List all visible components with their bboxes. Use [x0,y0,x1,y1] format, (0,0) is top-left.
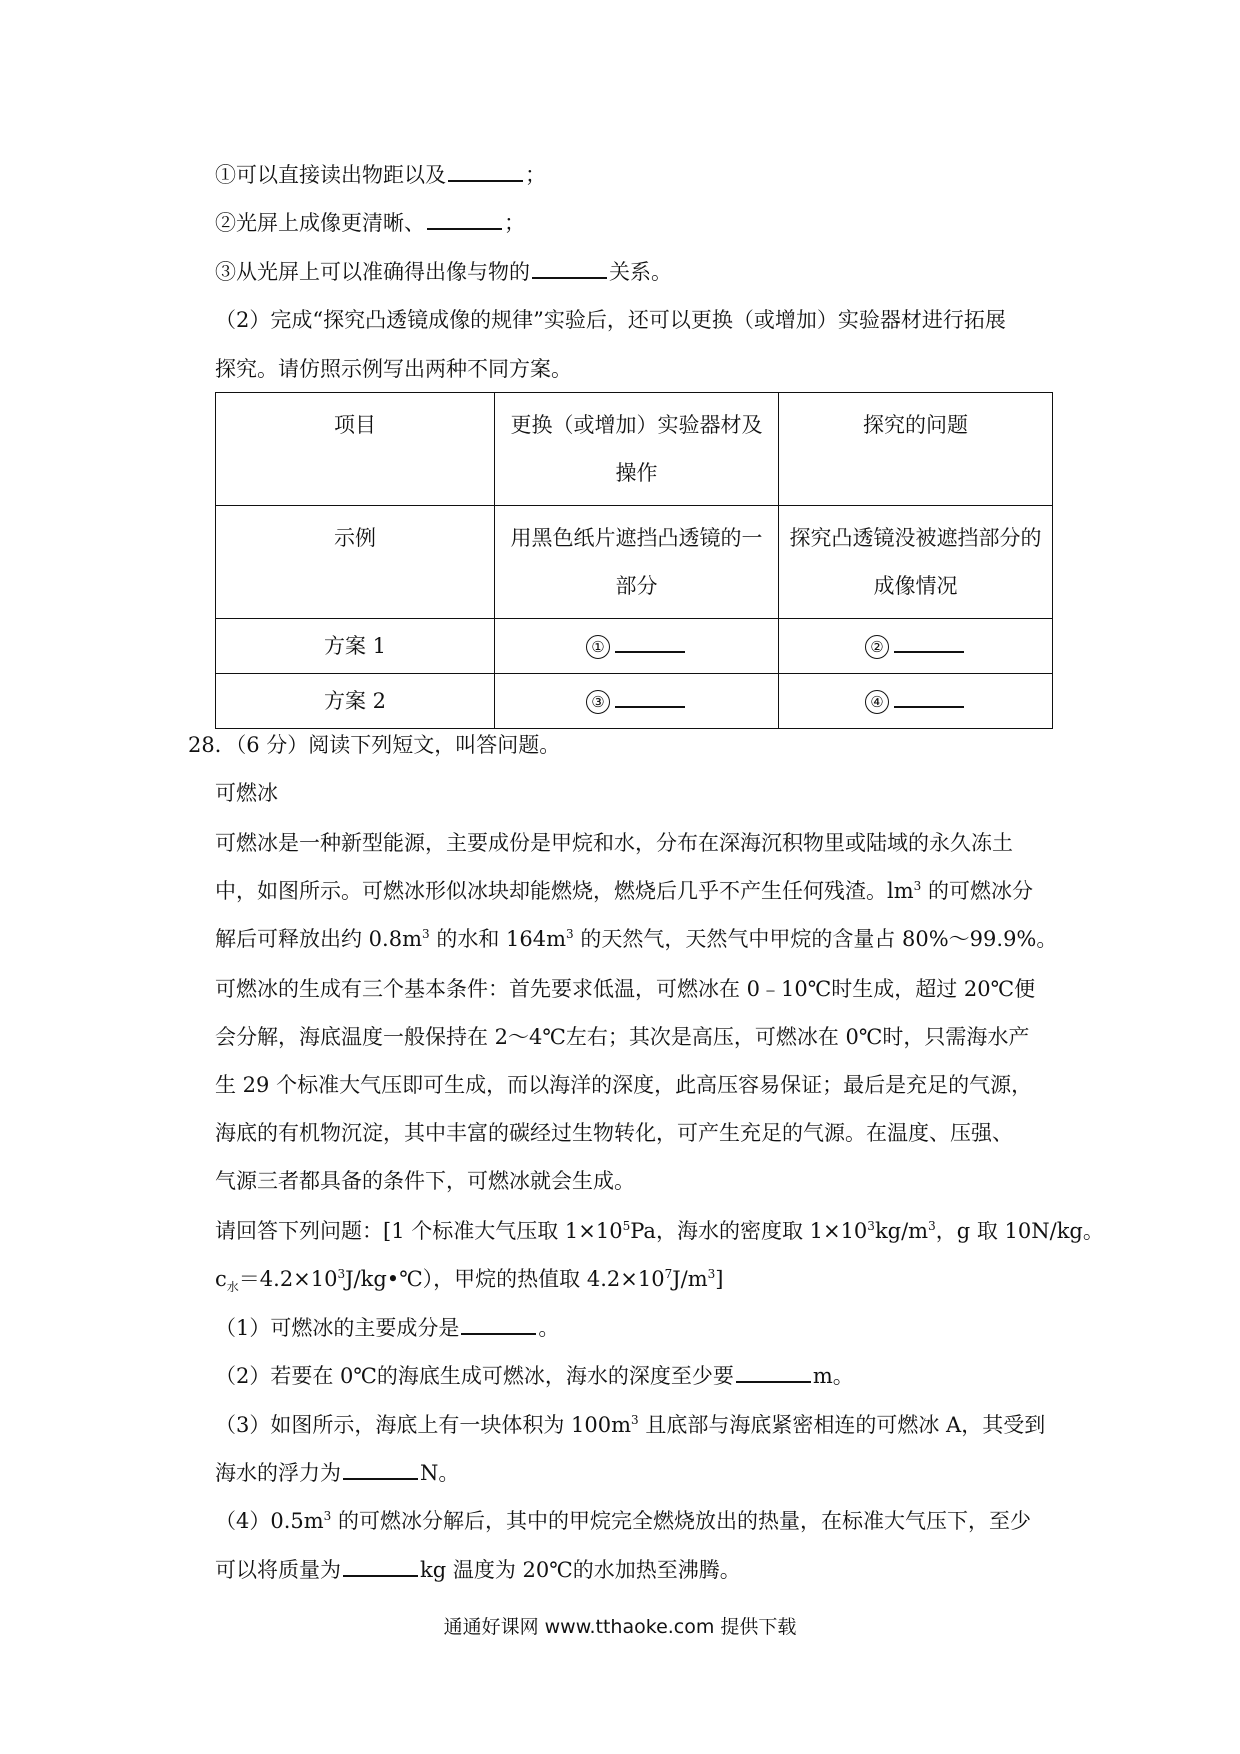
table-header-row [216,393,1053,506]
part2-line-1: （2）完成“探究凸透镜成像的规律”实验后，还可以更换（或增加）实验器材进行拓展 [215,308,1006,332]
part2-line-2: 探究。请仿照示例写出两种不同方案。 [215,357,572,381]
paragraph-line: 可燃冰是一种新型能源，主要成份是甲烷和水，分布在深海沉积物里或陆域的永久冻土 [215,831,1013,855]
table-cell: 探究凸透镜没被遮挡部分的成像情况 [779,506,1053,619]
circled-number: ③ [586,690,610,714]
paragraph-line: 解后可释放出约 $0.8m^3$ 的水和 $164m^3$ 的天然气，天然气中甲烷的含量占 80%～99.9%。 [215,927,1058,951]
question-28-3: （3）如图所示，海底上有一块体积为 $100m^3$ 且底部与海底紧密相连的可燃冰 A，其受到 [215,1413,1046,1437]
answer-blank[interactable] [461,1315,536,1335]
question-28-3-cont: 海水的浮力为 N。 [215,1461,460,1485]
paragraph-line: 海底的有机物沉淀，其中丰富的碳经过生物转化，可产生充足的气源。在温度、压强、 [215,1121,1013,1145]
question-28-1: （1）可燃冰的主要成分是 。 [215,1316,560,1340]
table-row-example [216,506,1053,619]
table-row [216,619,1053,674]
answer-blank[interactable] [615,633,685,653]
question-28-4-cont: 可以将质量为 kg 温度为 20℃的水加热至沸腾。 [215,1558,741,1582]
sub-question-1-text: ①可以直接读出物距以及 [215,163,446,187]
answer-blank[interactable] [343,1557,418,1577]
answer-blank[interactable] [894,633,964,653]
paragraph-line: 中，如图所示。可燃冰形似冰块却能燃烧，燃烧后几乎不产生任何残渣。$lm^3$ 的可燃冰分 [215,879,1033,903]
paragraph-line: 生 29 个标准大气压即可生成，而以海洋的深度，此高压容易保证；最后是充足的气源， [215,1073,1033,1097]
answer-blank[interactable] [736,1363,811,1383]
given-constants-line-1: 请回答下列问题：[1 个标准大气压取 $1\times 10^5Pa$，海水的密度取 $1\times 10^3kg/m^3$，g 取 10N/kg。 [215,1219,1104,1243]
circled-number: ② [865,635,889,659]
given-constants-line-2: $c_水=4.2\times 10^3J/kg•℃$），甲烷的热值取 $4.2\times 10^7J/m^3$] [215,1267,724,1295]
sub-question-2-text: ②光屏上成像更清晰、 [215,211,425,235]
table-cell: 示例 [216,506,495,619]
circled-number: ① [586,635,610,659]
table-cell: 方案 2 [216,674,495,729]
table-cell [495,674,779,729]
table-cell [779,619,1053,674]
table-header-cell: 探究的问题 [779,393,1053,506]
answer-blank[interactable] [532,259,607,279]
table-cell [779,674,1053,729]
table-header-cell: 更换（或增加）实验器材及操作 [495,393,779,506]
sub-question-3: ③从光屏上可以准确得出像与物的 关系。 [215,260,672,284]
question-28-2: （2）若要在 0℃的海底生成可燃冰，海水的深度至少要 m。 [215,1364,854,1388]
circled-number: ④ [865,690,889,714]
page-footer: 通通好课网 www.tthaoke.com 提供下载 [443,1616,797,1638]
answer-blank[interactable] [615,688,685,708]
sub-question-3-text: ③从光屏上可以准确得出像与物的 [215,260,530,284]
answer-blank[interactable] [448,162,523,182]
table-cell: 方案 1 [216,619,495,674]
paragraph-line: 可燃冰的生成有三个基本条件：首先要求低温，可燃冰在 0﹣10℃时生成，超过 20℃便 [215,977,1036,1001]
table-row [216,674,1053,729]
table-header-cell: 项目 [216,393,495,506]
table-cell [495,619,779,674]
paragraph-line: 会分解，海底温度一般保持在 2～4℃左右；其次是高压，可燃冰在 0℃时，只需海水产 [215,1025,1030,1049]
question-28-4: $(4)0.5m^3$ 的可燃冰分解后，其中的甲烷完全燃烧放出的热量，在标准大气压下，至少 [215,1509,1031,1533]
answer-blank[interactable] [894,688,964,708]
answer-blank[interactable] [427,210,502,230]
plan-table [215,392,1053,729]
sub-question-1: ①可以直接读出物距以及 ； [215,163,546,187]
answer-blank[interactable] [343,1460,418,1480]
question-28-header: 28．（6 分）阅读下列短文，叫答问题。 [188,733,561,757]
sub-question-2: ②光屏上成像更清晰、 ； [215,211,525,235]
table-cell: 用黑色纸片遮挡凸透镜的一部分 [495,506,779,619]
paragraph-line: 气源三者都具备的条件下，可燃冰就会生成。 [215,1169,635,1193]
article-title: 可燃冰 [215,781,278,805]
